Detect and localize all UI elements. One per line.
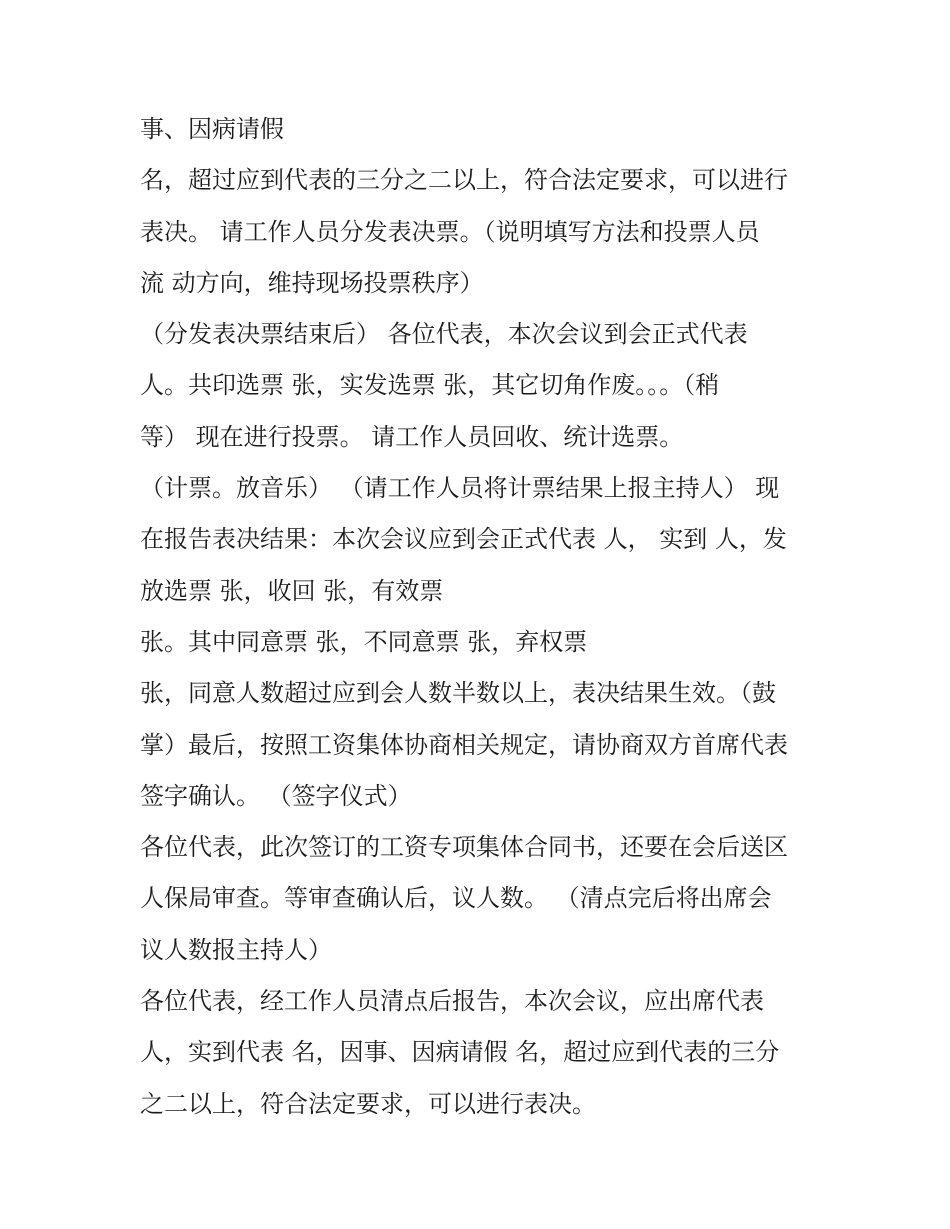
text-line: 名，超过应到代表的三分之二以上，符合法定要求，可以进行 (140, 166, 788, 195)
text-line: 放选票 张，收回 张，有效票 (140, 576, 444, 605)
text-line: 人保局审查。等审查确认后，议人数。 （清点完后将出席会 (140, 884, 772, 913)
text-line: 人。共印选票 张，实发选票 张，其它切角作废。。。（稍 (140, 371, 720, 400)
text-line: （分发表决票结束后） 各位代表，本次会议到会正式代表 (140, 320, 748, 349)
text-line: 等） 现在进行投票。 请工作人员回收、统计选票。 (140, 422, 684, 451)
text-line: 张。其中同意票 张，不同意票 张，弃权票 (140, 627, 588, 656)
text-line: 各位代表，此次签订的工资专项集体合同书，还要在会后送区 (140, 833, 788, 862)
text-line: （计票。放音乐） （请工作人员将计票结果上报主持人） 现 (140, 474, 780, 503)
text-line: 之二以上，符合法定要求，可以进行表决。 (140, 1089, 596, 1118)
text-line: 流 动方向，维持现场投票秩序） (140, 268, 484, 297)
text-line: 事、因病请假 (140, 115, 284, 143)
text-line: 在报告表决结果：本次会议应到会正式代表 人， 实到 人，发 (140, 525, 787, 554)
text-line: 签字确认。 （签字仪式） (140, 781, 412, 810)
text-line: 表决。 请工作人员分发表决票。（说明填写方法和投票人员 (140, 217, 760, 246)
text-line: 各位代表，经工作人员清点后报告，本次会议，应出席代表 (140, 987, 764, 1016)
text-line: 掌）最后，按照工资集体协商相关规定，请协商双方首席代表 (140, 730, 788, 759)
text-line: 张，同意人数超过应到会人数半数以上，表决结果生效。（鼓 (140, 679, 776, 708)
text-line: 议人数报主持人） (140, 935, 332, 964)
text-line: 人，实到代表 名，因事、因病请假 名，超过应到代表的三分 (140, 1038, 780, 1067)
document-body (140, 106, 830, 1132)
